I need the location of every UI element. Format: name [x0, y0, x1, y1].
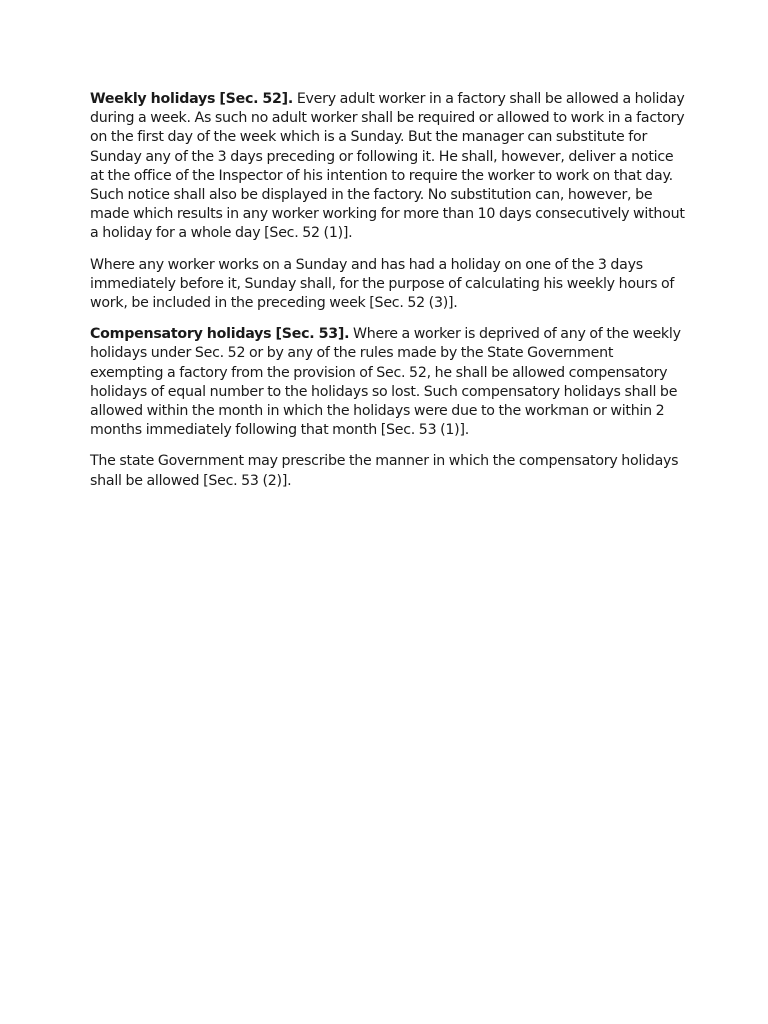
paragraph-body-compensatory-holidays: Where a worker is deprived of any of the weekly holidays under Sec. 52 or by any of the rules made by the State Government exempting a factory from the provision of Sec. 52, he shall be allowed compensatory holidays of equal number to the holidays so lost. Such compensatory holidays shall be allowed within the month in which the holidays were due to the workman or within 2 months immediately following that month [Sec. 53 (1)]. [90, 326, 681, 439]
document-page [90, 90, 690, 503]
paragraph-weekly-holidays [90, 90, 690, 244]
section-heading-weekly-holidays: Weekly holidays [Sec. 52]. [90, 91, 294, 107]
paragraph-body-weekly-holidays: Every adult worker in a factory shall be allowed a holiday during a week. As such no adult worker shall be required or allowed to work in a factory on the first day of the week which is a Sunday. But the manager can substitute for Sunday any of the 3 days preceding or following it. He shall, however, deliver a notice at the office of the Inspector of his intention to require the worker to work on that day. Such notice shall also be displayed in the factory. No substitution can, however, be made which results in any worker working for more than 10 days consecutively without a holiday for a whole day [Sec. 52 (1)]. [90, 91, 685, 242]
paragraph-state-government [90, 452, 690, 490]
paragraph-sunday-work [90, 256, 690, 314]
paragraph-body-state-government: The state Government may prescribe the manner in which the compensatory holidays shall be allowed [Sec. 53 (2)]. [90, 453, 679, 489]
paragraph-compensatory-holidays [90, 325, 690, 440]
paragraph-body-sunday-work: Where any worker works on a Sunday and has had a holiday on one of the 3 days immediately before it, Sunday shall, for the purpose of calculating his weekly hours of work, be included in the preceding week [Sec. 52 (3)]. [90, 256, 675, 312]
section-heading-compensatory-holidays: Compensatory holidays [Sec. 53]. [90, 326, 350, 343]
